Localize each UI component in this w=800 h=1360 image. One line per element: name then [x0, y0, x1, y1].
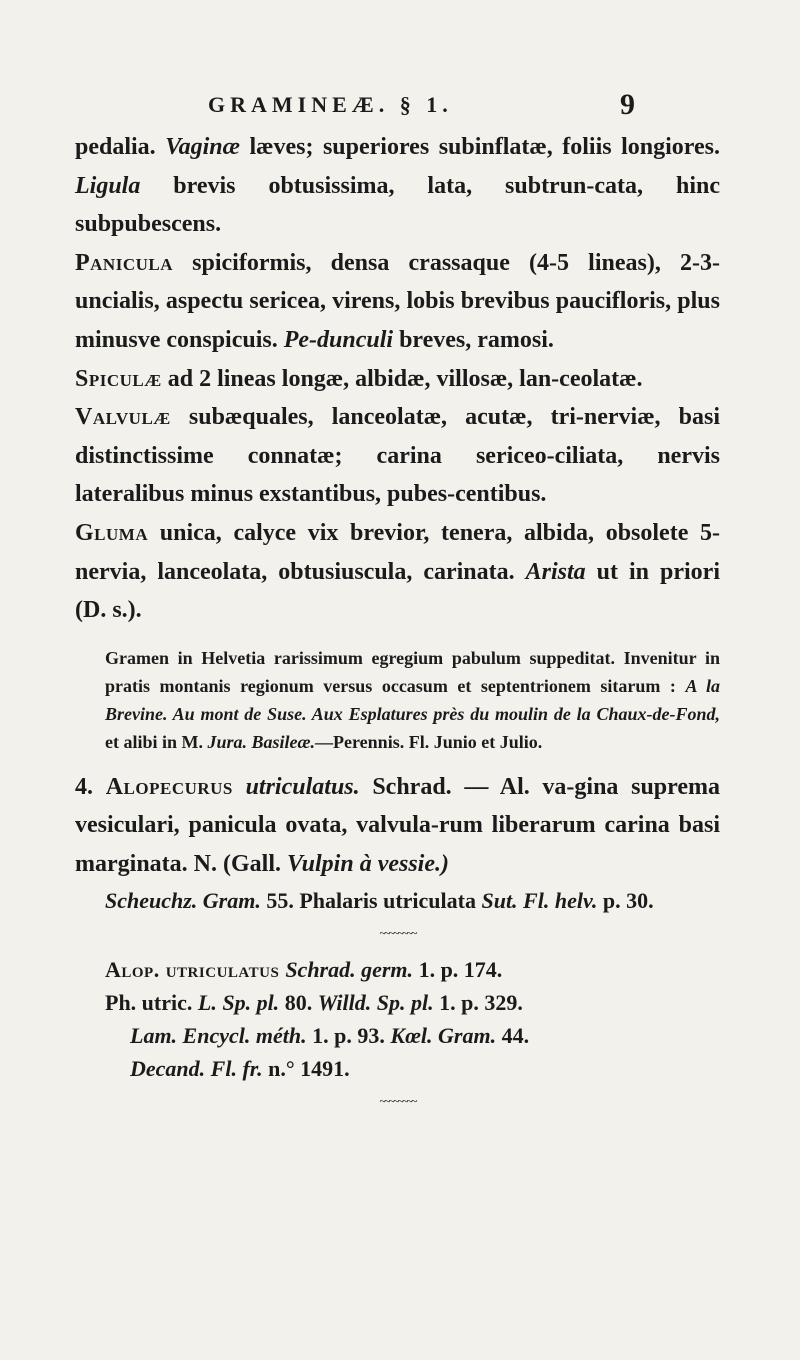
paragraph-vaginae	[75, 128, 720, 244]
text-run: spiciformis, densa crassaque (4-5 lineas), 2-3-uncialis, aspectu sericea, virens, lobis brevibus paucifloris, plus minusve conspicuis.	[75, 249, 720, 353]
text-run: Gramen in Helvetia rarissimum egregium pabulum suppeditat. Invenitur in pratis montanis regionum versus occasum et septentrionem sitarum :	[105, 647, 720, 696]
text-run: brevis obtusissima, lata, subtrun-cata, hinc subpubescens.	[75, 172, 720, 238]
ornament-divider: ~~~~~~~~	[379, 925, 416, 940]
text-run: ut in priori (D. s.).	[75, 558, 720, 624]
text-run: Alop. utriculatus	[105, 956, 286, 982]
paragraph-spiculae	[75, 360, 720, 399]
cite-author: Sut. Fl. helv.	[481, 887, 598, 913]
cite-author: Schrad. germ.	[285, 956, 414, 982]
text-run: ad 2 lineas longæ, albidæ, villosæ, lan-ceolatæ.	[161, 365, 643, 392]
ornament-divider: ~~~~~~~~	[379, 1093, 416, 1108]
page-number: 9	[620, 88, 635, 121]
text-run: Schrad. — Al. va-gina suprema vesiculari, panicula ovata, valvula-rum liberarum carina basi marginata. N. (Gall.	[75, 773, 721, 877]
body-text	[75, 128, 720, 1121]
localities: Jura. Basileæ.	[207, 731, 316, 752]
paragraph-valvulae	[75, 398, 720, 514]
cite-author: Scheuchz. Gram.	[105, 887, 261, 913]
text-run: unica, calyce vix brevior, tenera, albida, obsolete 5-nervia, lanceolata, obtusiuscula, carinata.	[75, 519, 720, 585]
species-heading	[75, 768, 720, 884]
lead-valvulae: Valvulæ	[75, 404, 171, 431]
text-run: 80.	[279, 989, 318, 1015]
genus-name: Alopecurus	[105, 773, 233, 800]
text-run: et alibi in M.	[105, 731, 208, 752]
cite-author: Decand. Fl. fr.	[130, 1055, 263, 1081]
text-run: Ph. utric.	[105, 989, 198, 1015]
term-arista: Arista	[525, 558, 586, 585]
text-run: 1. p. 93.	[306, 1022, 391, 1048]
localities: A la Brevine. Au mont de Suse. Aux Esplatures près du moulin de la Chaux-de-Fond,	[105, 675, 721, 724]
lead-panicula: Panicula	[75, 249, 173, 276]
text-run: 55. Phalaris utriculata	[260, 887, 482, 913]
synonym-line	[105, 953, 720, 986]
species-epithet: utriculatus.	[232, 773, 360, 800]
paragraph-gluma	[75, 514, 720, 630]
vernacular-name: Vulpin à vessie.)	[286, 850, 449, 877]
lead-gluma: Gluma	[75, 519, 149, 546]
text-run: 1. p. 329.	[433, 989, 523, 1015]
text-run: n.° 1491.	[262, 1055, 350, 1081]
text-run: subæquales, lanceolatæ, acutæ, tri-nerviæ, basi distinctissime connatæ; carina sericeo-ciliata, nervis lateralibus minus exstantibus, pubes-centibus.	[75, 404, 720, 508]
species-number: 4.	[75, 773, 106, 800]
text-run: 1. p. 174.	[413, 956, 503, 982]
term-pedunculi: Pe-dunculi	[283, 326, 394, 353]
cite-author: Willd. Sp. pl.	[317, 989, 434, 1015]
cite-author: Lam. Encycl. méth.	[130, 1022, 307, 1048]
citation-scheuchzer	[105, 884, 720, 917]
text-run: —Perennis. Fl. Junio et Julio.	[315, 731, 543, 752]
running-head: GRAMINEÆ. § 1.	[208, 92, 453, 117]
synonym-line	[130, 1052, 720, 1085]
text-run: p. 30.	[597, 887, 654, 913]
synonym-line	[105, 986, 720, 1019]
synonym-line	[130, 1019, 720, 1052]
text-run: breves, ramosi.	[393, 326, 554, 353]
text-run: pedalia.	[75, 134, 166, 160]
cite-author: Kœl. Gram.	[390, 1022, 497, 1048]
habitat-note	[105, 644, 720, 756]
term-ligula: Ligula	[75, 172, 141, 199]
text-run: 44.	[496, 1022, 530, 1048]
text-run: læves; superiores subinflatæ, foliis longiores.	[239, 134, 721, 160]
term-vaginae: Vaginæ	[165, 134, 240, 160]
cite-author: L. Sp. pl.	[197, 989, 280, 1015]
paragraph-panicula	[75, 244, 720, 360]
lead-spiculae: Spiculæ	[75, 365, 162, 392]
page-header	[0, 88, 800, 128]
